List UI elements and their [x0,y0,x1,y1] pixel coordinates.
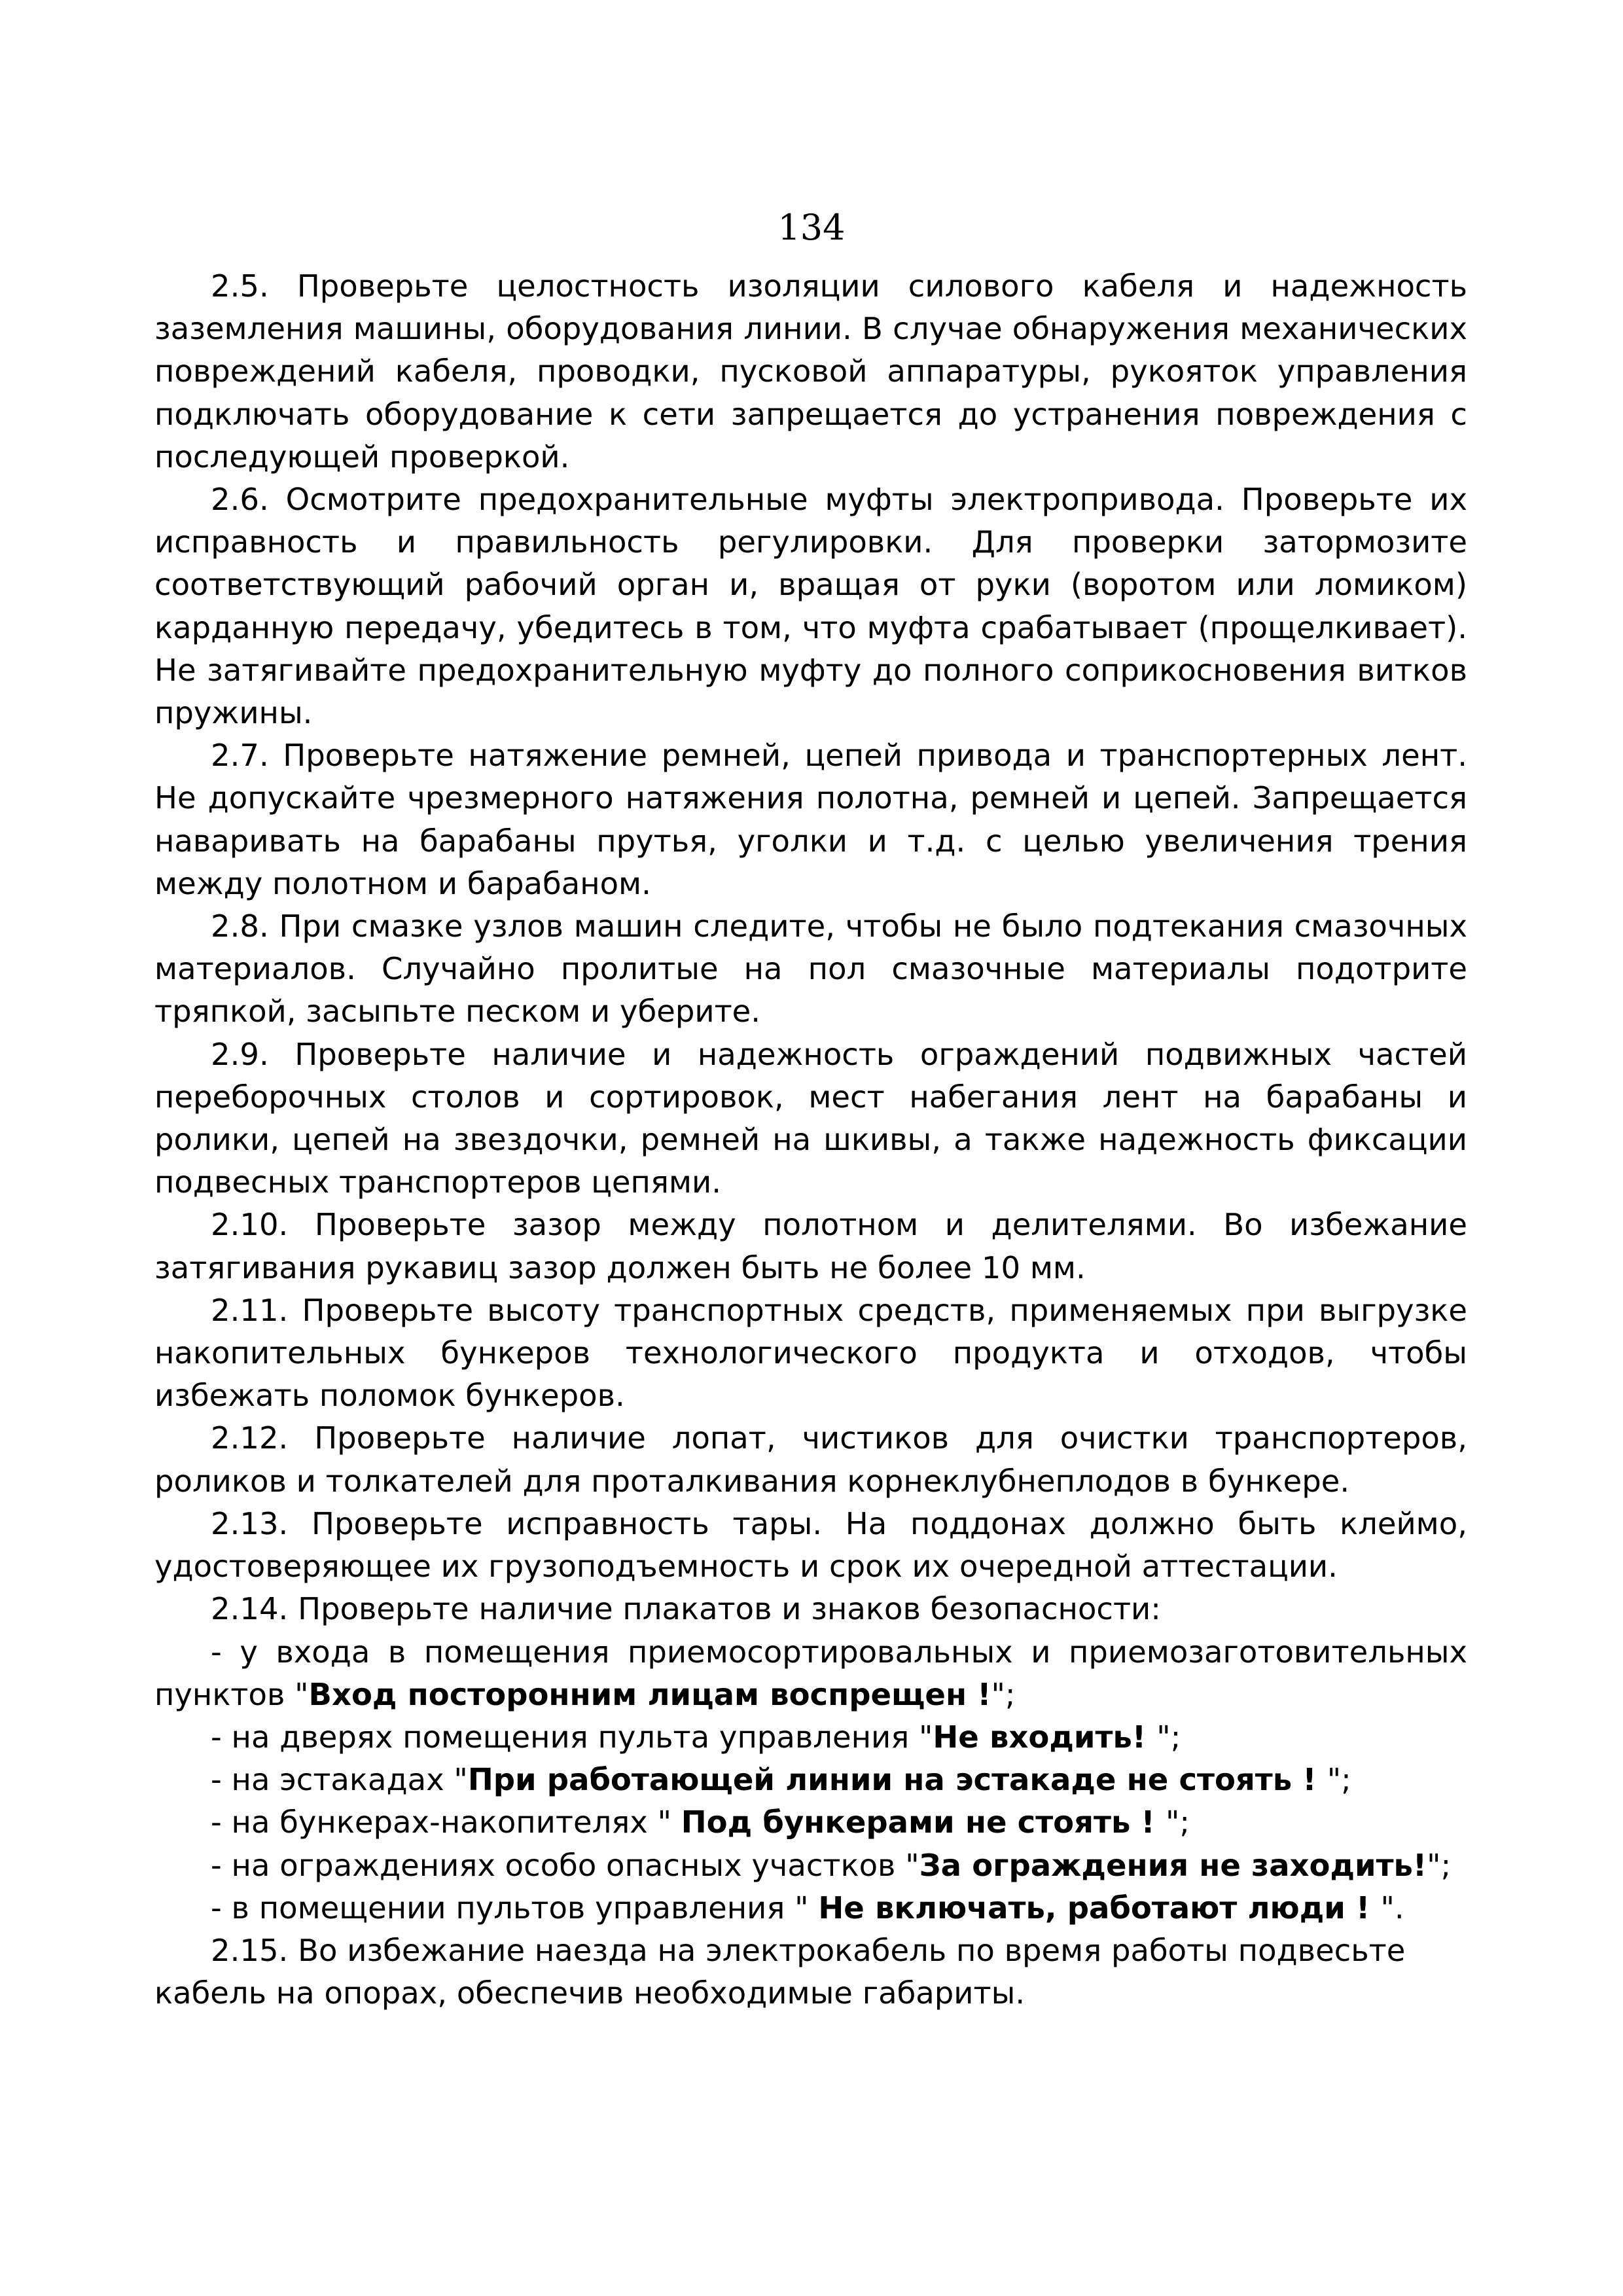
section-2-14: 2.14. Проверьте наличие плакатов и знаков безопасности: [211,1591,1161,1627]
sign-suffix: ". [1380,1890,1404,1926]
sign-item [154,1801,1467,1844]
sign-suffix: "; [1327,1762,1351,1798]
sign-location: - на эстакадах " [211,1762,468,1798]
sign-item [154,1844,1467,1887]
section-2-11: 2.11. Проверьте высоту транспортных средств, применяемых при выгрузке накопительных бункеров технологического продукта и отходов, чтобы избежать поломок бункеров. [154,1292,1467,1414]
section-2-8: 2.8. При смазке узлов машин следите, чтобы не было подтекания смазочных материалов. Случайно пролитые на пол смазочные материалы подотрите тряпкой, засыпьте песком и уберите. [154,908,1467,1030]
sign-item [154,1887,1467,1929]
sign-item [154,1716,1467,1759]
section-2-6: 2.6. Осмотрите предохранительные муфты электропривода. Проверьте их исправность и правильность регулировки. Для проверки затормозите соответствующий рабочий орган и, вращая от руки (воротом или ломиком) карданную передачу, убедитесь в том, что муфта срабатывает (прощелкивает). Не затягивайте предохранительную муфту до полного соприкосновения витков пружины. [154,482,1467,731]
sign-text: Не входить! [933,1719,1157,1755]
sign-location: - на ограждениях особо опасных участков " [211,1847,919,1883]
sign-location: - на бункерах-накопителях " [211,1804,681,1840]
section-2-9: 2.9. Проверьте наличие и надежность ограждений подвижных частей переборочных столов и сортировок, мест набегания лент на барабаны и ролики, цепей на звездочки, ремней на шкивы, а также надежность фиксации подвесных транспортеров цепями. [154,1036,1467,1200]
section-2-7: 2.7. Проверьте натяжение ремней, цепей привода и транспортерных лент. Не допускайте чрезмерного натяжения полотна, ремней и цепей. Запрещается наваривать на барабаны прутья, уголки и т.д. с целью увеличения трения между полотном и барабаном. [154,738,1467,901]
sign-location: - в помещении пультов управления " [211,1890,819,1926]
sign-suffix: "; [1156,1719,1181,1755]
sign-suffix: "; [991,1676,1016,1712]
sign-location: - у входа в помещения приемосортировальных и приемозаготовительных пунктов " [154,1634,1467,1712]
sign-text: При работающей линии на эстакаде не стоять ! [467,1762,1327,1798]
sign-text: Под бункерами не стоять ! [681,1804,1166,1840]
document-body [154,265,1467,2015]
section-2-15: 2.15. Во избежание наезда на электрокабель по время работы подвесьте кабель на опорах, обеспечив необходимые габариты. [154,1932,1406,2011]
sign-suffix: "; [1165,1804,1190,1840]
sign-text: За ограждения не заходить! [919,1847,1427,1883]
section-2-10: 2.10. Проверьте зазор между полотном и делителями. Во избежание затягивания рукавиц зазор должен быть не более 10 мм. [154,1207,1467,1285]
page-number: 134 [777,207,846,248]
sign-location: - на дверях помещения пульта управления " [211,1719,933,1755]
section-2-5: 2.5. Проверьте целостность изоляции силового кабеля и надежность заземления машины, оборудования линии. В случае обнаружения механических повреждений кабеля, проводки, пусковой аппаратуры, рукояток управления подключать оборудование к сети запрещается до устранения повреждения с последующей проверкой. [154,268,1467,475]
sign-text: Не включать, работают люди ! [818,1890,1381,1926]
sign-item [154,1631,1467,1716]
sign-item [154,1759,1467,1801]
sign-suffix: "; [1427,1847,1452,1883]
section-2-12: 2.12. Проверьте наличие лопат, чистиков для очистки транспортеров, роликов и толкателей для проталкивания корнеклубнеплодов в бункере. [154,1420,1467,1499]
sign-text: Вход посторонним лицам воспрещен ! [308,1676,991,1712]
section-2-13: 2.13. Проверьте исправность тары. На поддонах должно быть клеймо, удостоверяющее их грузоподъемность и срок их очередной аттестации. [154,1505,1467,1585]
